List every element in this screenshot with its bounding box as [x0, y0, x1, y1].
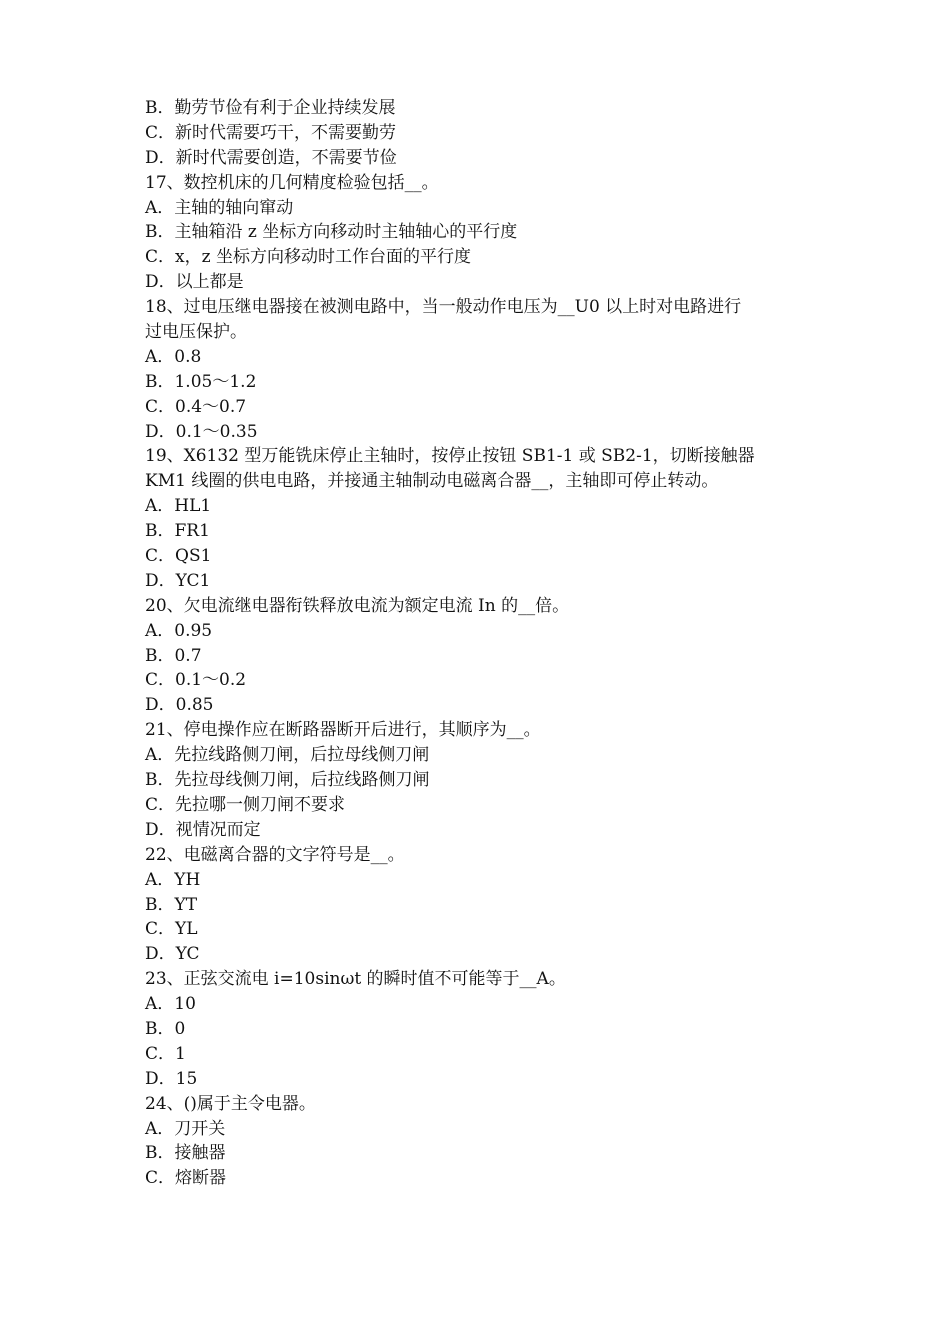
- question-line: 19、X6132 型万能铣床停止主轴时，按停止按钮 SB1-1 或 SB2-1，切断接触器: [145, 446, 755, 467]
- option-line: D．0.1～0.35: [145, 421, 258, 442]
- option-line: B．接触器: [145, 1143, 226, 1164]
- option-line: A．YH: [145, 869, 201, 890]
- option-line: D．YC: [145, 944, 200, 965]
- option-line: C．先拉哪一侧刀闸不要求: [145, 794, 346, 815]
- question-line: 18、过电压继电器接在被测电路中，当一般动作电压为__U0 以上时对电路进行: [145, 297, 742, 318]
- option-line: A．0.8: [145, 346, 202, 367]
- document-page: [145, 96, 813, 1191]
- option-line: D．以上都是: [145, 272, 244, 293]
- option-line: D．15: [145, 1068, 198, 1089]
- option-line: C．0.4～0.7: [145, 396, 247, 417]
- option-line: B．主轴箱沿 z 坐标方向移动时主轴轴心的平行度: [145, 222, 518, 243]
- question-line: 21、停电操作应在断路器断开后进行，其顺序为__。: [145, 720, 541, 741]
- option-line: C．0.1～0.2: [145, 670, 247, 691]
- option-line: C．熔断器: [145, 1168, 227, 1189]
- option-line: A．主轴的轴向窜动: [145, 197, 294, 218]
- option-line: B．0.7: [145, 645, 202, 666]
- question-line: 23、正弦交流电 i=10sinωt 的瞬时值不可能等于__A。: [145, 969, 566, 990]
- option-line: D．0.85: [145, 695, 214, 716]
- option-line: C．1: [145, 1043, 186, 1064]
- option-line: D．新时代需要创造，不需要节俭: [145, 147, 397, 168]
- option-line: A．10: [145, 994, 196, 1015]
- option-line: C．x，z 坐标方向移动时工作台面的平行度: [145, 247, 471, 268]
- question-line: 20、欠电流继电器衔铁释放电流为额定电流 In 的__倍。: [145, 595, 570, 616]
- question-line: 22、电磁离合器的文字符号是__。: [145, 844, 405, 865]
- option-line: B．1.05～1.2: [145, 371, 257, 392]
- option-line: C．QS1: [145, 546, 212, 567]
- question-line: 17、数控机床的几何精度检验包括__。: [145, 172, 439, 193]
- option-line: B．FR1: [145, 521, 210, 542]
- option-line: D．视情况而定: [145, 819, 261, 840]
- option-line: A．刀开关: [145, 1118, 226, 1139]
- option-line: C．YL: [145, 919, 198, 940]
- option-line: B．YT: [145, 894, 198, 915]
- option-line: A．HL1: [145, 496, 212, 517]
- option-line: A．先拉线路侧刀闸，后拉母线侧刀闸: [145, 745, 430, 766]
- question-line: 过电压保护。: [145, 322, 247, 343]
- option-line: D．YC1: [145, 570, 211, 591]
- option-line: A．0.95: [145, 620, 213, 641]
- option-line: B．先拉母线侧刀闸，后拉线路侧刀闸: [145, 770, 430, 791]
- option-line: C．新时代需要巧干，不需要勤劳: [145, 122, 397, 143]
- option-line: B．勤劳节俭有利于企业持续发展: [145, 98, 396, 118]
- option-line: B．0: [145, 1018, 186, 1039]
- question-line: KM1 线圈的供电电路，并接通主轴制动电磁离合器__，主轴即可停止转动。: [145, 471, 719, 492]
- question-line: 24、()属于主令电器。: [145, 1093, 316, 1114]
